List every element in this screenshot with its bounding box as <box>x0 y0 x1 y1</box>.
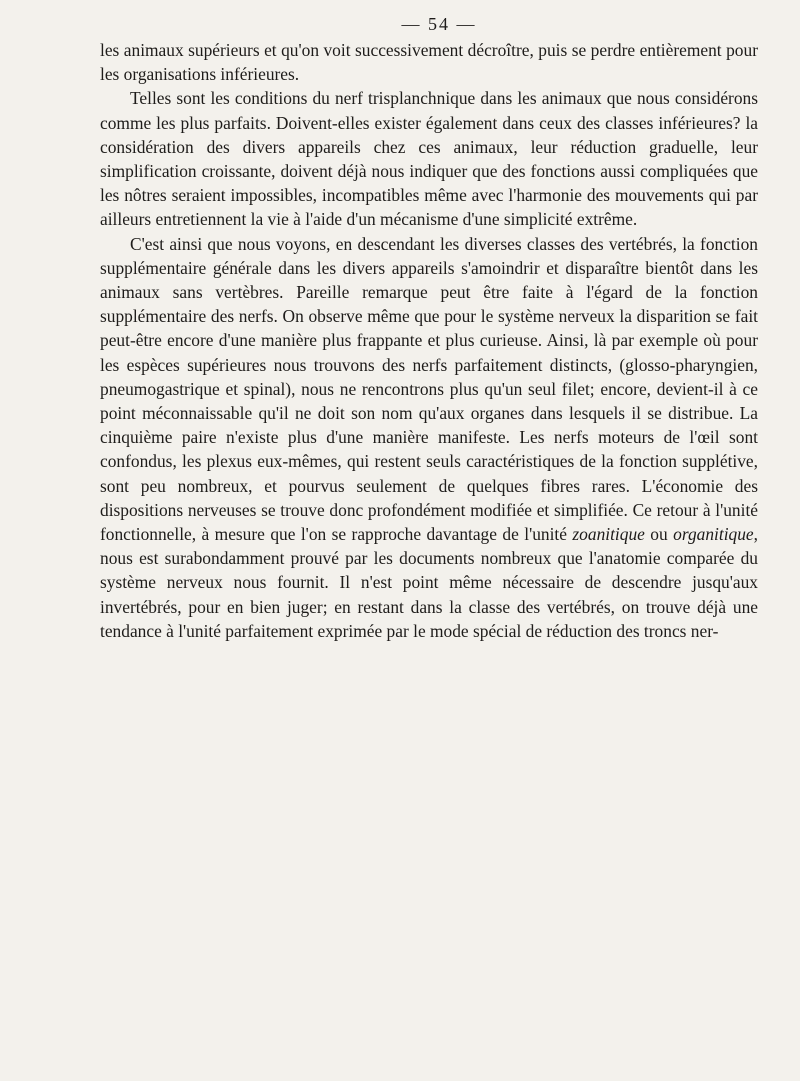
paragraph-text: C'est ainsi que nous voyons, en descendant les diverses classes des vertébrés, la fonction supplémentaire générale dans les divers appareils s'amoindrir et disparaître bientôt dans les animaux sans vertèbres. Pareille remarque peut être faite à l'égard de la fonction supplémentaire des nerfs. On observe même que pour le système nerveux la disparition se fait peut-être encore d'une manière plus frappante et plus curieuse. Ainsi, là par exemple où pour les espèces supérieures nous trouvons des nerfs parfaitement distincts, (glosso-pharyngien, pneumogastrique et spinal), nous ne rencontrons plus qu'un seul filet; encore, devient-il à ce point méconnaissable qu'il ne doit son nom qu'aux organes dans lesquels il se distribue. La cinquième paire n'existe plus d'une manière manifeste. Les nerfs moteurs de l'œil sont confondus, les plexus eux-mêmes, qui restent seuls caractéristiques de la fonction supplétive, sont peu nombreux, et pourvus seulement de quelques fibres rares. L'économie des dispositions nerveuses se trouve donc profondément modifiée et simplifiée. Ce retour à l'unité fonctionnelle, à mesure que l'on se rapproche davantage de l'unité <box>100 233 758 545</box>
paragraph-3 <box>100 232 758 643</box>
page-number: — 54 — <box>401 14 477 34</box>
paragraph-text: les animaux supérieurs et qu'on voit successivement décroître, puis se perdre entièrement pour les organisations inférieures. <box>100 40 758 85</box>
paragraph-text: ou <box>644 524 674 545</box>
body-text <box>100 38 758 643</box>
paragraph-text: , nous est surabondamment prouvé par les documents nombreux que l'anatomie comparée du système nerveux nous fournit. Il n'est point même nécessaire de descendre jusqu'aux invertébrés, pour en bien juger; en restant dans la classe des vertébrés, on trouve déjà une tendance à l'unité parfaitement exprimée par le mode spécial de réduction des troncs ner- <box>100 524 758 641</box>
paragraph-text: Telles sont les conditions du nerf trisplanchnique dans les animaux que nous considérons comme les plus parfaits. Doivent-elles exister également dans ceux des classes inférieures? la considération des divers appareils chez ces animaux, leur réduction graduelle, leur simplification croissante, doivent déjà nous indiquer que des fonctions aussi compliquées que les nôtres seraient impossibles, incompatibles même avec l'harmonie des mouvements qui par ailleurs entretiennent la vie à l'aide d'un mécanisme d'une simplicité extrême. <box>100 88 758 230</box>
italic-term-zoanitique: zoanitique <box>572 524 645 545</box>
paragraph-2 <box>100 86 758 231</box>
paragraph-1 <box>100 38 758 86</box>
italic-term-organitique: organitique <box>673 524 754 545</box>
